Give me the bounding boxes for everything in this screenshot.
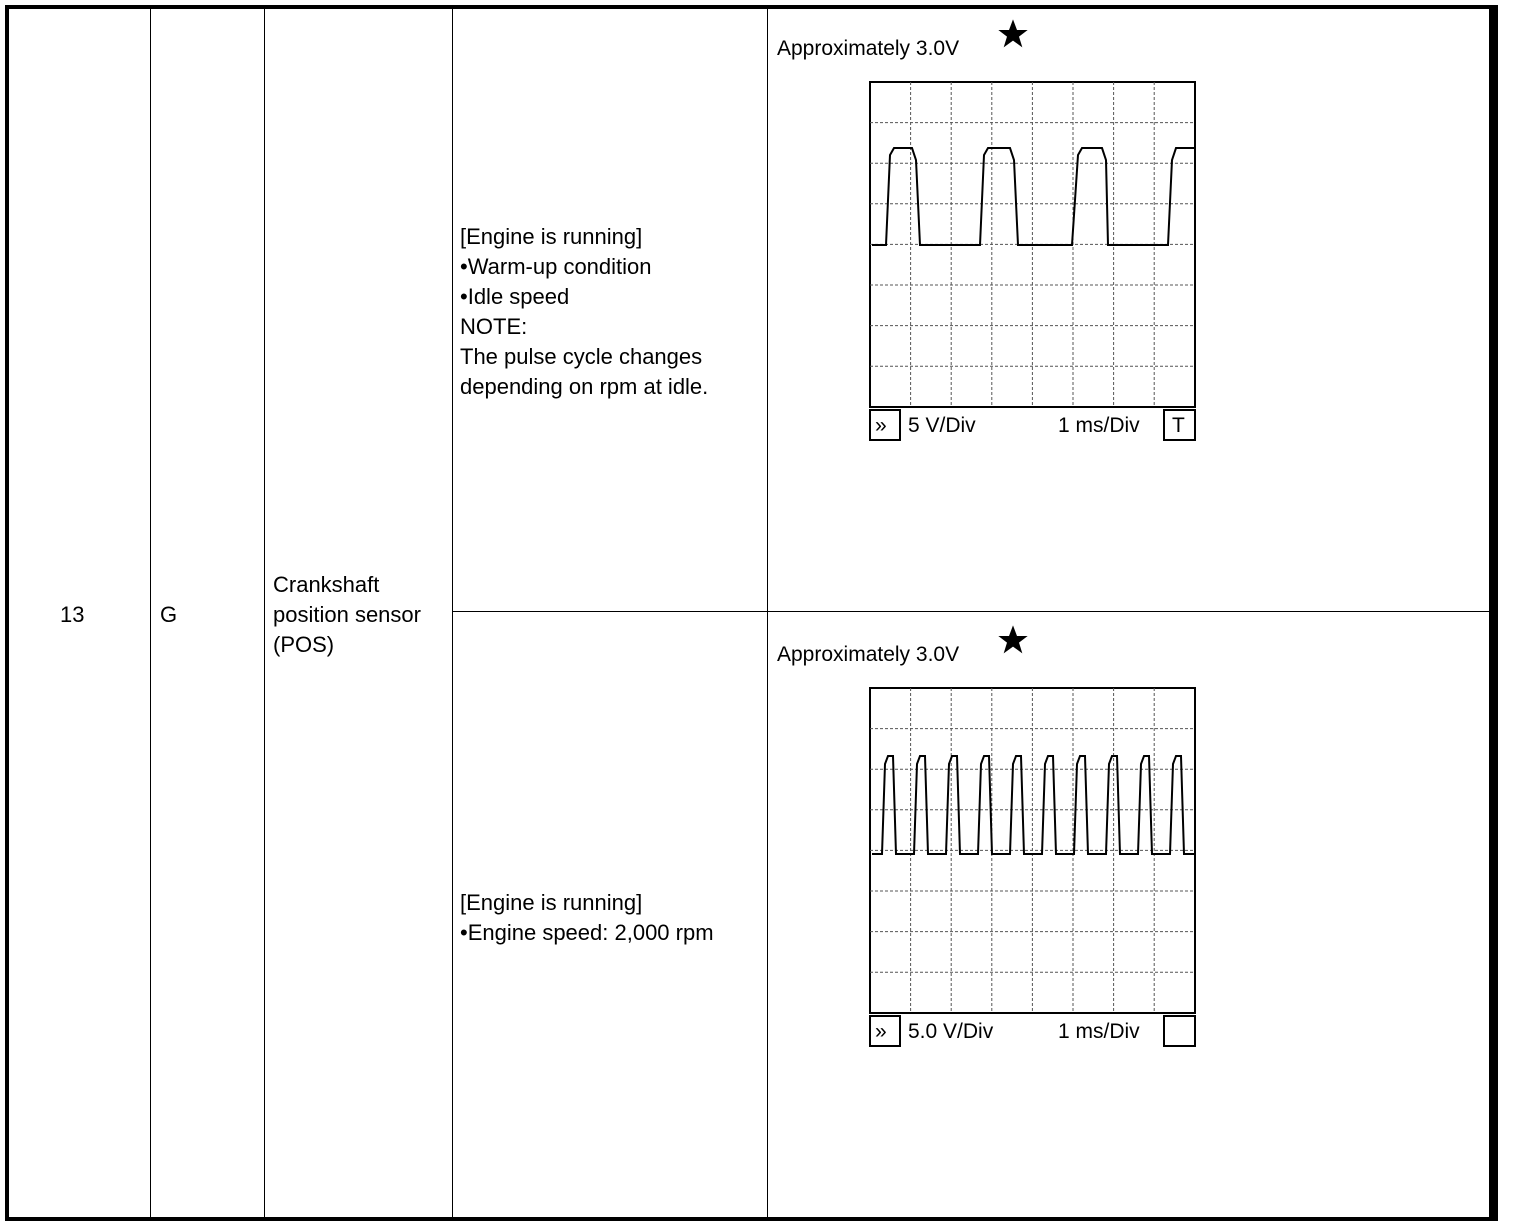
row-divider bbox=[452, 611, 1492, 612]
column-divider-1 bbox=[150, 8, 151, 1218]
terminal-number: 13 bbox=[60, 602, 85, 627]
star-icon bbox=[997, 18, 1029, 50]
wire-color: G bbox=[160, 602, 178, 627]
condition-line: [Engine is running] bbox=[460, 224, 643, 249]
right-border bbox=[1492, 5, 1498, 1221]
condition-line: •Engine speed: 2,000 rpm bbox=[460, 920, 714, 945]
oscilloscope-2000rpm bbox=[868, 686, 1198, 1050]
condition-line: •Warm-up condition bbox=[460, 254, 652, 279]
reference-value-2000rpm: Approximately 3.0V bbox=[777, 643, 960, 666]
time-per-div: 1 ms/Div bbox=[1058, 1020, 1140, 1043]
condition-line: depending on rpm at idle. bbox=[460, 374, 709, 399]
table-frame bbox=[5, 5, 1493, 1221]
scope-menu-button: » bbox=[875, 1020, 887, 1043]
condition-line: The pulse cycle changes bbox=[460, 344, 703, 369]
condition-cell-idle bbox=[460, 222, 760, 402]
condition-line: •Idle speed bbox=[460, 284, 570, 309]
column-divider-3 bbox=[452, 8, 453, 1218]
column-divider-2 bbox=[264, 8, 265, 1218]
condition-cell-2000rpm bbox=[460, 888, 760, 948]
oscilloscope-idle bbox=[868, 80, 1198, 444]
trigger-indicator: T bbox=[1172, 414, 1185, 437]
volts-per-div: 5.0 V/Div bbox=[908, 1020, 994, 1043]
condition-line: NOTE: bbox=[460, 314, 528, 339]
reference-value-idle: Approximately 3.0V bbox=[777, 37, 960, 60]
column-divider-4 bbox=[767, 8, 768, 1218]
volts-per-div: 5 V/Div bbox=[908, 414, 976, 437]
scope-menu-button: » bbox=[875, 414, 887, 437]
sensor-description: Crankshaft position sensor (POS) bbox=[273, 572, 421, 657]
time-per-div: 1 ms/Div bbox=[1058, 414, 1140, 437]
condition-line: [Engine is running] bbox=[460, 890, 643, 915]
star-icon bbox=[997, 624, 1029, 656]
